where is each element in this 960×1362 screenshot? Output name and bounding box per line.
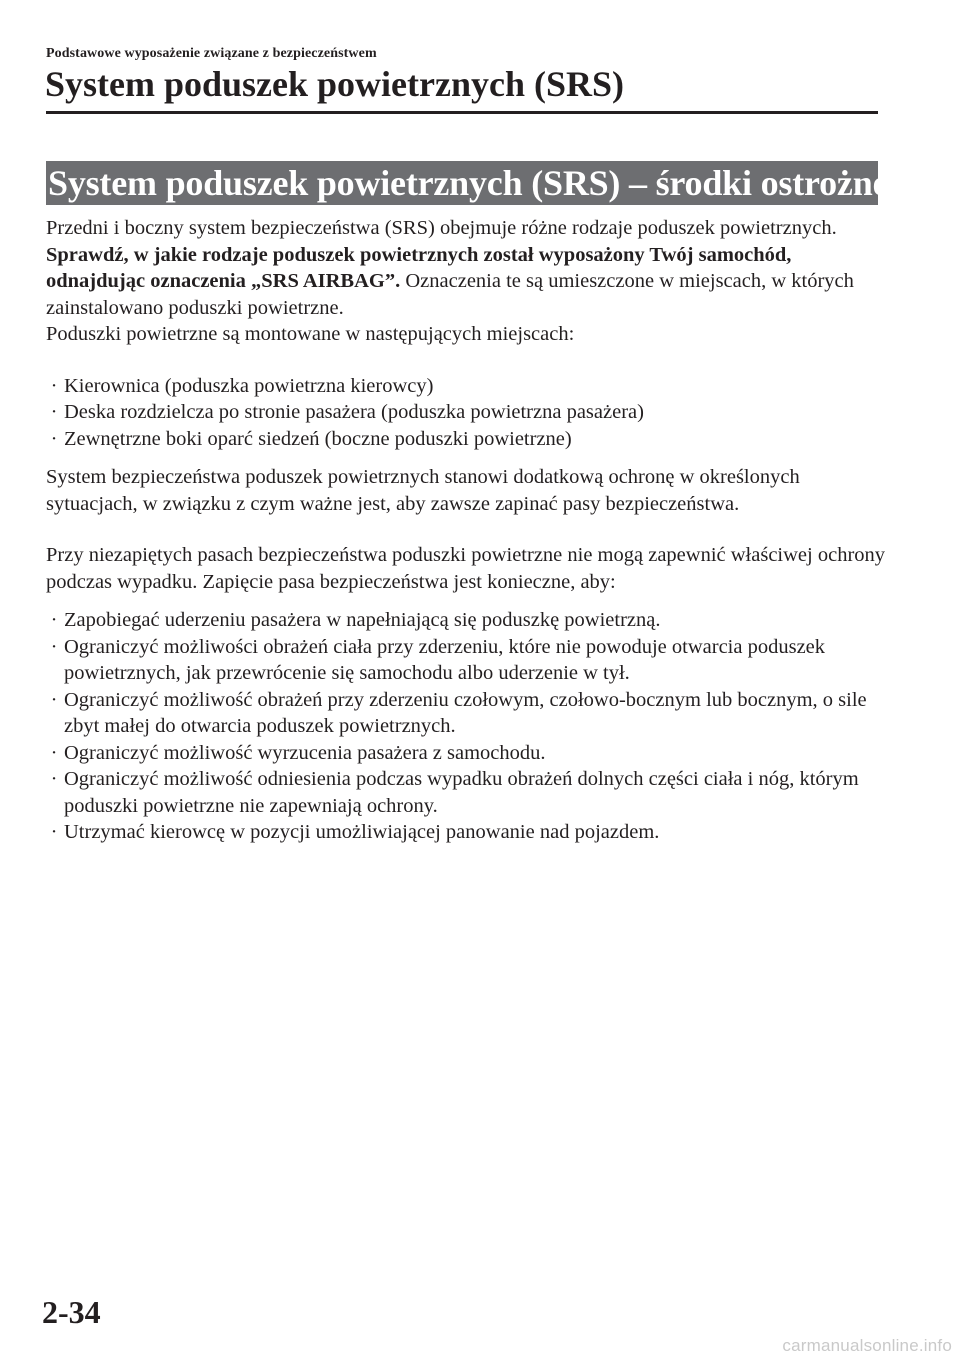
supplement-paragraph: System bezpieczeństwa poduszek powietrznych stanowi dodatkową ochronę w określonych sytuacjach, w związku z czym ważne jest, aby zawsze zapinać pasy bezpieczeństwa. — [46, 466, 800, 515]
intro-paragraph — [46, 215, 886, 321]
bullet-dot: · — [50, 427, 58, 450]
header-divider — [46, 111, 878, 114]
bullet-dot: · — [50, 741, 58, 764]
bullet-dot: · — [50, 768, 58, 790]
list-item-text: Zapobiegać uderzeniu pasażera w napełniającą się poduszkę powietrzną. — [64, 609, 661, 631]
locations-intro: Poduszki powietrzne są montowane w następujących miejscach: — [46, 323, 575, 345]
bullet-dot: · — [50, 609, 58, 631]
watermark: carmanualsonline.info — [782, 1336, 952, 1355]
page-number: 2-34 — [42, 1294, 101, 1330]
section-banner — [46, 161, 930, 205]
bullet-dot: · — [50, 635, 58, 658]
list-item-text: Ograniczyć możliwość obrażeń przy zderzeniu czołowym, czołowo-bocznym lub bocznym, o sile zbyt małej do otwarcia poduszek powietrznych. — [64, 688, 867, 737]
spacer — [46, 595, 886, 607]
list-item — [46, 740, 886, 767]
list-item-text: Zewnętrzne boki oparć siedzeń (boczne poduszki powietrzne) — [64, 427, 572, 450]
spacer — [46, 452, 886, 464]
spacer — [46, 348, 886, 373]
page-title: System poduszek powietrznych (SRS) — [45, 64, 625, 104]
seatbelt-reasons-list — [46, 607, 886, 846]
list-item — [46, 607, 886, 634]
list-item-text: Kierownica (poduszka powietrzna kierowcy) — [64, 374, 434, 397]
list-item-text: Ograniczyć możliwości obrażeń ciała przy zderzeniu, które nie powoduje otwarcia poduszek powietrznych, jak przewrócenie się samochodu albo uderzenie w tył. — [64, 635, 826, 684]
list-item — [46, 426, 886, 453]
list-item — [46, 399, 886, 426]
list-item-text: Ograniczyć możliwość odniesienia podczas wypadku obrażeń dolnych części ciała i nóg, którym poduszki powietrzne nie zapewniają ochrony. — [64, 768, 859, 817]
list-item — [46, 819, 886, 846]
intro-bold-instruction: Sprawdź, w jakie rodzaje poduszek powietrznych został wyposażony Twój samochód, odnajdując oznaczenia „SRS AIRBAG”. — [46, 243, 792, 292]
list-item — [46, 687, 886, 740]
list-item-text: Deska rozdzielcza po stronie pasażera (poduszka powietrzna pasażera) — [64, 401, 644, 423]
section-title: System poduszek powietrznych (SRS) – środki ostrożności — [48, 163, 930, 203]
running-header-kicker: Podstawowe wyposażenie związane z bezpieczeństwem — [46, 46, 377, 61]
bullet-dot: · — [50, 401, 58, 423]
intro-text-end: Oznaczenia te są umieszczone w miejscach, w których zainstalowano poduszki powietrzne. — [46, 270, 854, 319]
airbag-locations-list — [46, 373, 886, 453]
list-item — [46, 766, 886, 819]
spacer — [46, 517, 886, 542]
list-item — [46, 634, 886, 687]
main-content — [46, 215, 886, 846]
seatbelt-paragraph: Przy niezapiętych pasach bezpieczeństwa poduszki powietrzne nie mogą zapewnić właściwej ochrony podczas wypadku. Zapięcie pasa bezpieczeństwa jest konieczne, aby: — [46, 544, 886, 593]
bullet-dot: · — [50, 688, 58, 711]
bullet-dot: · — [50, 821, 58, 843]
list-item-text: Ograniczyć możliwość wyrzucenia pasażera z samochodu. — [64, 741, 546, 764]
bullet-dot: · — [50, 374, 58, 397]
list-item — [46, 373, 886, 400]
intro-text-start: Przedni i boczny system bezpieczeństwa (SRS) obejmuje różne rodzaje poduszek powietrznych. — [46, 217, 837, 239]
list-item-text: Utrzymać kierowcę w pozycji umożliwiającej panowanie nad pojazdem. — [64, 821, 660, 843]
